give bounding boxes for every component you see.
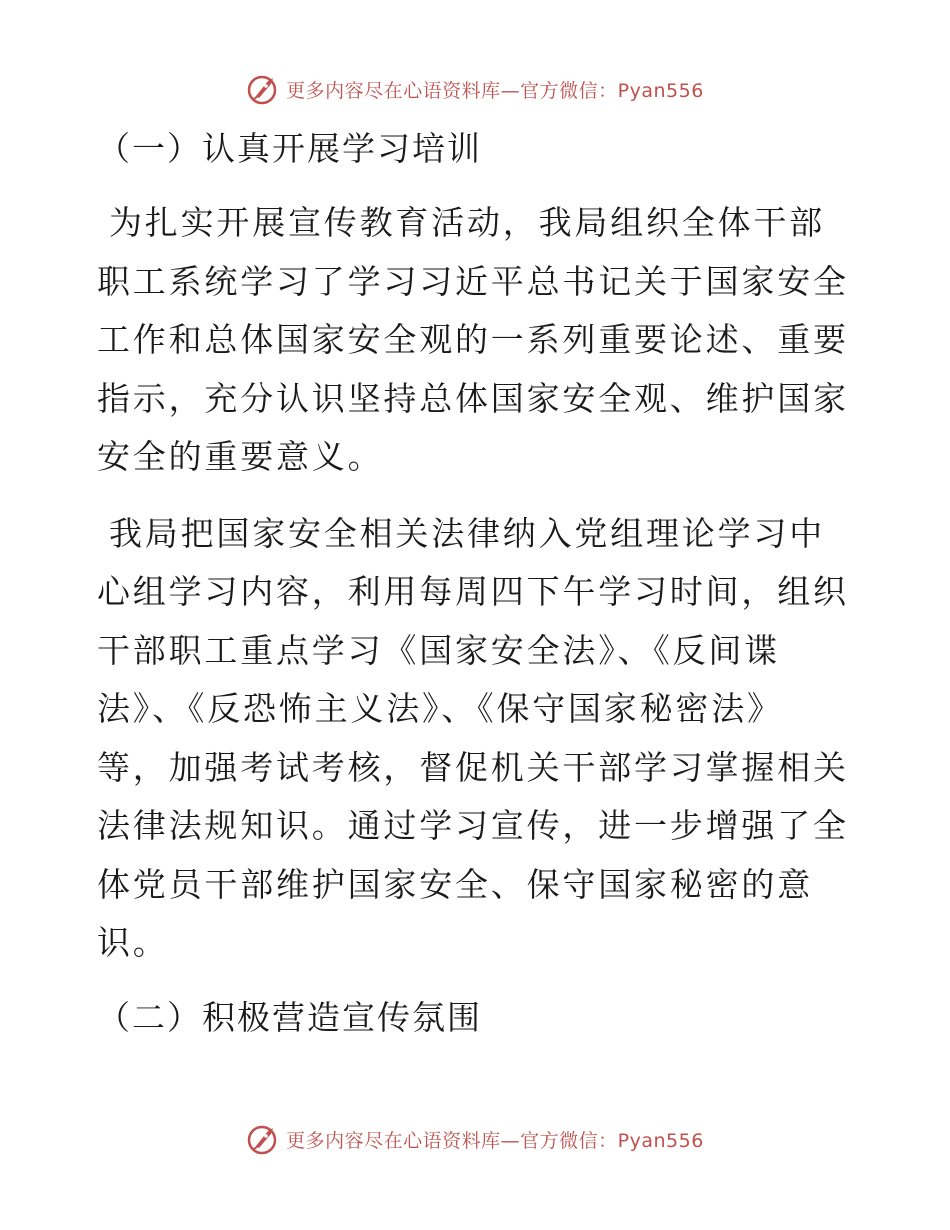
paragraph-1: 为扎实开展宣传教育活动，我局组织全体干部职工系统学习了学习习近平总书记关于国家安全工作和总体国家安全观的一系列重要论述、重要指示，充分认识坚持总体国家安全观、维护国家安全的重要意义。 [97,203,849,476]
header-watermark-text: 更多内容尽在心语资料库—官方微信：Pyan556 [286,79,704,102]
header-watermark [0,72,950,106]
footer-watermark-text: 更多内容尽在心语资料库—官方微信：Pyan556 [286,1129,704,1152]
paragraph-2: 我局把国家安全相关法律纳入党组理论学习中心组学习内容，利用每周四下午学习时间，组织干部职工重点学习《国家安全法》、《反间谍法》、《反恐怖主义法》、《保守国家秘密法》等，加强考试考核，督促机关干部学习掌握相关法律法规知识。通过学习宣传，进一步增强了全体党员干部维护国家安全、保守国家秘密的意识。 [97,513,849,962]
footer-watermark [0,1122,950,1156]
pen-nib-logo-icon [246,72,280,106]
document-body [97,120,849,1047]
pen-nib-logo-icon [246,1122,280,1156]
section-heading-2: （二）积极营造宣传氛围 [97,997,482,1037]
section-heading-1: （一）认真开展学习培训 [97,129,482,168]
